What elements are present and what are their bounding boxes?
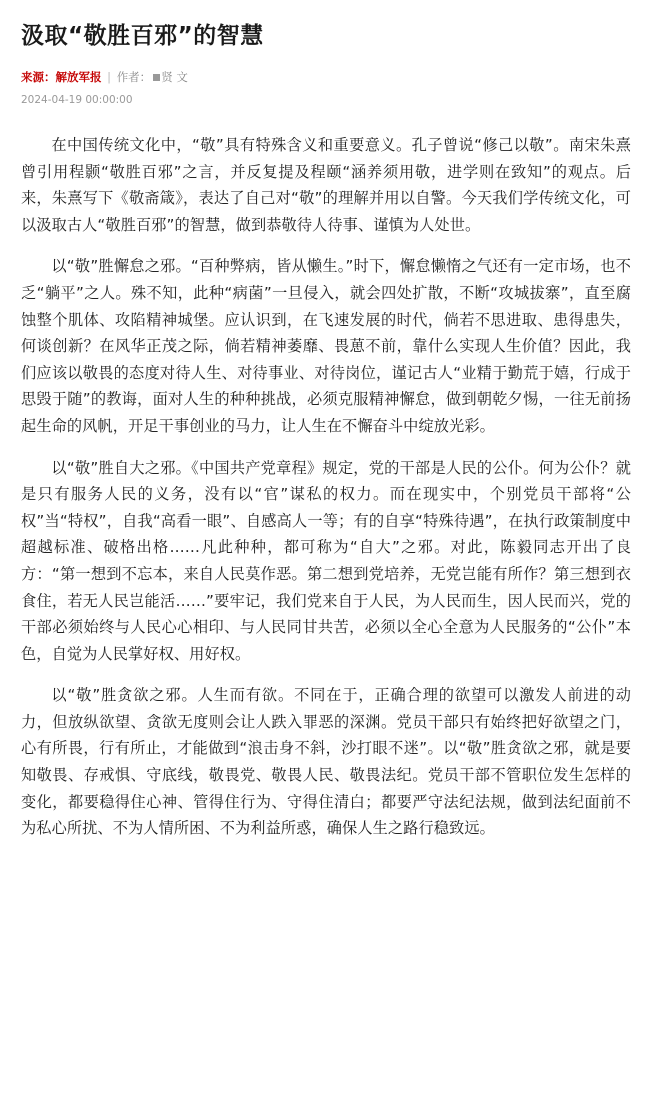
paragraph: 以“敬”胜自大之邪。《中国共产党章程》规定，党的干部是人民的公仆。何为公仆？就是只有服务人民的义务，没有以“官”谋私的权力。而在现实中，个别党员干部将“公权”当“特权”，自我“高看一眼”、自感高人一等；有的自享“特殊待遇”，在执行政策制度中超越标准、破格出格……凡此种种，都可称为“自大”之邪。对此，陈毅同志开出了良方：“第一想到不忘本，来自人民莫作恶。第二想到党培养，无党岂能有所作？第三想到衣食住，若无人民岂能活……”要牢记，我们党来自于人民，为人民而生，因人民而兴，党的干部必须始终与人民心心相印、与人民同甘共苦，必须以全心全意为人民服务的“公仆”本色，自觉为人民掌好权、用好权。 — [21, 458, 631, 663]
author-name: 贤 文 — [161, 70, 188, 84]
source-label: 来源： — [21, 70, 56, 84]
meta-separator: | — [107, 70, 112, 84]
publish-date: 2024-04-19 00:00:00 — [21, 94, 133, 106]
article-body — [21, 132, 631, 842]
paragraph: 以“敬”胜懈怠之邪。“百种弊病，皆从懒生。”时下，懈怠懒惰之气还有一定市场，也不乏“躺平”之人。殊不知，此种“病菌”一旦侵入，就会四处扩散，不断“攻城拔寨”，直至腐蚀整个肌体、攻陷精神城堡。应认识到，在飞速发展的时代，倘若不思进取、患得患失，何谈创新？在风华正茂之际，倘若精神萎靡、畏葸不前，靠什么实现人生价值？因此，我们应该以敬畏的态度对待人生、对待事业、对待岗位，谨记古人“业精于勤荒于嬉，行成于思毁于随”的教诲，面对人生的种种挑战，必须克服精神懈怠，做到朝乾夕惕，一往无前扬起生命的风帆，开足干事创业的马力，让人生在不懈奋斗中绽放光彩。 — [21, 257, 631, 435]
article-title: 汲取“敬胜百邪”的智慧 — [21, 23, 264, 49]
source-name[interactable]: 解放军报 — [55, 70, 102, 84]
author-mark-icon — [153, 74, 160, 81]
paragraph: 以“敬”胜贪欲之邪。人生而有欲。不同在于，正确合理的欲望可以激发人前进的动力，但放纵欲望、贪欲无度则会让人跌入罪恶的深渊。党员干部只有始终把好欲望之门，心有所畏，行有所止，才能做到“浪击身不斜，沙打眼不迷”。以“敬”胜贪欲之邪，就是要知敬畏、存戒惧、守底线，敬畏党、敬畏人民、敬畏法纪。党员干部不管职位发生怎样的变化，都要稳得住心神、管得住行为、守得住清白；都要严守法纪法规，做到法纪面前不为私心所扰、不为人情所困、不为利益所惑，确保人生之路行稳致远。 — [21, 686, 631, 838]
paragraph: 在中国传统文化中，“敬”具有特殊含义和重要意义。孔子曾说“修己以敬”。南宋朱熹曾引用程颢“敬胜百邪”之言，并反复提及程颐“涵养须用敬，进学则在致知”的观点。后来，朱熹写下《敬斋箴》，表达了自己对“敬”的理解并用以自警。今天我们学传统文化，可以汲取古人“敬胜百邪”的智慧，做到恭敬待人待事、谨慎为人处世。 — [21, 136, 631, 234]
article-meta — [21, 69, 631, 85]
author-label: 作者： — [116, 70, 152, 84]
